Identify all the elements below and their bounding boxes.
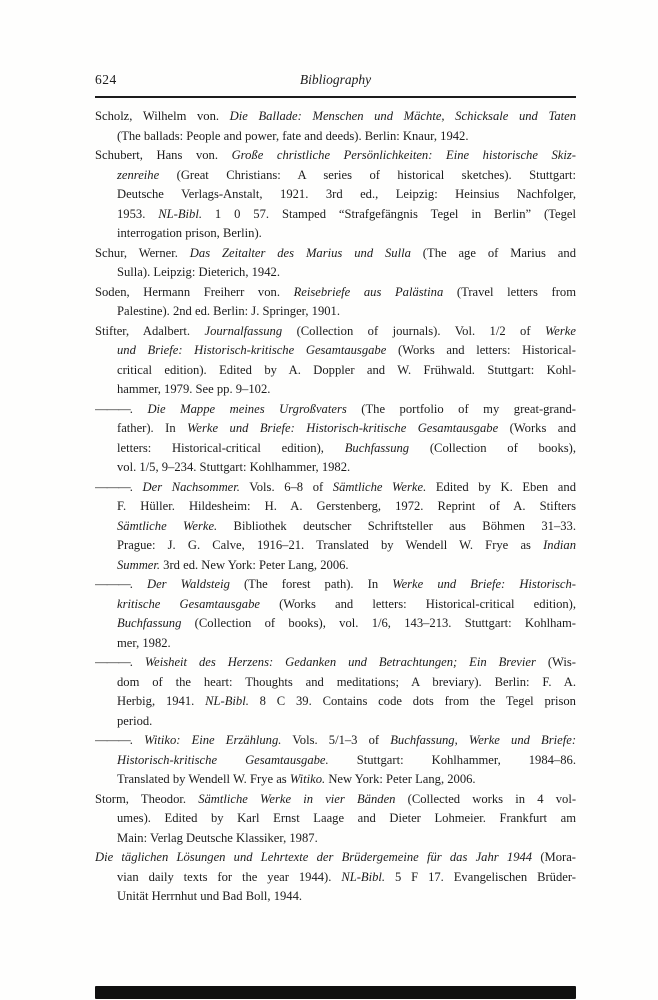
bib-text-segment: umes). Edited by Karl Ernst Laage and Dieter Lohmeier. Frankfurt am — [117, 811, 576, 825]
bib-text-segment: (Wis- — [535, 655, 576, 669]
bib-line — [95, 848, 576, 868]
bib-text-segment: mer, 1982. — [117, 635, 171, 650]
bib-line — [95, 536, 576, 556]
bib-text-segment: 3rd ed. New York: Peter Lang, 2006. — [160, 557, 349, 572]
bib-entry — [95, 107, 576, 146]
page-bottom-scan-artifact — [95, 986, 576, 999]
bib-line — [95, 790, 576, 810]
bib-line — [95, 731, 576, 751]
bib-text-segment: und Briefe: Historisch-kritische Gesamtausgabe — [117, 343, 387, 357]
bib-line — [95, 439, 576, 459]
bib-text-segment: letters: Historical-critical edition), — [117, 440, 345, 455]
bib-entry — [95, 575, 576, 653]
bib-line — [95, 575, 576, 595]
bib-line — [95, 400, 576, 420]
bib-text-segment: Edited by K. Eben and — [426, 479, 576, 494]
bib-line — [95, 673, 576, 693]
bib-text-segment: (Collected works in 4 vol- — [395, 791, 576, 806]
bib-line — [95, 185, 576, 205]
bib-text-segment: 1 0 57. Stamped “Strafgefängnis Tegel in Berlin” (Tegel — [201, 206, 576, 221]
bib-text-segment: Translated by Wendell W. Frye as — [117, 772, 290, 786]
bib-text-segment: vian daily texts for the year 1944). — [117, 869, 342, 884]
bib-line — [95, 361, 576, 381]
bib-text-segment: kritische Gesamtausgabe — [117, 596, 260, 611]
bib-text-segment: Herbig, 1941. — [117, 694, 206, 708]
bib-text-segment: Deutsche Verlags-Anstalt, 1921. 3rd ed., Leipzig: Heinsius Nachfolger, — [117, 187, 576, 201]
bib-line — [95, 107, 576, 127]
bib-text-segment: (Mora- — [532, 850, 576, 864]
bib-text-segment: Sämtliche Werke. — [332, 479, 427, 494]
bib-line — [95, 166, 576, 186]
bib-text-segment: Der Nachsommer. — [142, 479, 240, 494]
same-author-dash: ——— — [95, 655, 130, 669]
bib-line — [95, 146, 576, 166]
bib-text-segment: Schur, Werner. — [95, 245, 190, 260]
bib-line — [95, 868, 576, 888]
bib-text-segment: Historisch-kritische Gesamtausgabe. — [117, 752, 329, 767]
bib-text-segment: Das Zeitalter des Marius und Sulla — [189, 245, 411, 260]
bib-line — [95, 770, 576, 790]
bib-text-segment: NL-Bibl. — [341, 869, 386, 884]
bib-text-segment: (Travel letters from — [443, 284, 576, 299]
bib-line — [95, 302, 576, 322]
bib-line — [95, 751, 576, 771]
bib-text-segment: father). In — [117, 421, 188, 435]
bib-text-segment: Stifter, Adalbert. — [95, 323, 205, 338]
bib-entry — [95, 244, 576, 283]
bib-text-segment: Bibliothek deutscher Schriftsteller aus Böhmen 31–33. — [217, 518, 576, 533]
bib-text-segment: Summer. — [117, 557, 161, 572]
bib-text-segment: Buchfassung — [344, 440, 410, 455]
bib-text-segment: New York: Peter Lang, 2006. — [325, 772, 476, 786]
bib-text-segment: Die Mappe meines Urgroßvaters — [147, 401, 347, 416]
bib-line — [95, 887, 576, 907]
same-author-dash: ——— — [95, 577, 130, 591]
bib-line — [95, 127, 576, 147]
bib-entry — [95, 146, 576, 244]
bib-text-segment: Weisheit des Herzens: Gedanken und Betrachtungen; Ein Brevier — [144, 655, 536, 669]
bib-text-segment: Werke — [544, 323, 576, 338]
bib-text-segment: Journalfassung — [204, 323, 283, 338]
bib-line — [95, 419, 576, 439]
bib-text-segment: (Works and letters: Historical-critical edition), — [259, 596, 576, 611]
bib-entry — [95, 653, 576, 731]
bib-line — [95, 205, 576, 225]
bib-text-segment: Die Ballade: Menschen und Mächte, Schicksale und Taten — [229, 109, 576, 123]
bib-text-segment: Die täglichen Lösungen und Lehrtexte der Brüdergemeine für das Jahr 1944 — [95, 850, 533, 864]
bib-text-segment: dom of the heart: Thoughts and meditations; A breviary). Berlin: F. A. — [117, 674, 576, 689]
bib-line — [95, 263, 576, 283]
bib-text-segment: Sämtliche Werke in vier Bänden — [198, 791, 396, 806]
bib-text-segment: 5 F 17. Evangelischen Brüder- — [385, 869, 576, 884]
bib-text-segment: hammer, 1979. See pp. 9–102. — [117, 382, 271, 396]
bib-text-segment: (The forest path). In — [229, 577, 393, 591]
same-author-dash: ——— — [95, 479, 130, 494]
bib-line — [95, 244, 576, 264]
bib-text-segment: Indian — [543, 538, 576, 552]
bib-text-segment: . — [129, 479, 143, 494]
bib-text-segment: Werke und Briefe: Historisch- — [392, 577, 576, 591]
bib-line — [95, 653, 576, 673]
bib-line — [95, 380, 576, 400]
bib-text-segment: Vols. 6–8 of — [239, 479, 333, 494]
bib-text-segment: Palestine). 2nd ed. Berlin: J. Springer, 1901. — [117, 304, 341, 318]
bib-line — [95, 517, 576, 537]
running-head-title: Bibliography — [299, 72, 372, 87]
bib-text-segment: Prague: J. G. Calve, 1916–21. Translated by Wendell W. Frye as — [117, 538, 544, 552]
bib-line — [95, 322, 576, 342]
bib-text-segment: Sulla). Leipzig: Dieterich, 1942. — [117, 265, 280, 279]
bib-text-segment: Große christliche Persönlichkeiten: Eine historische Skiz- — [231, 148, 576, 162]
bib-entry — [95, 848, 576, 907]
bib-line — [95, 556, 576, 576]
bib-text-segment: 8 C 39. Contains code dots from the Tegel prison — [248, 694, 576, 708]
bib-text-segment: NL-Bibl. — [158, 206, 202, 221]
bib-text-segment: zenreihe — [117, 167, 160, 182]
bib-text-segment: Werke und Briefe: Historisch-kritische Gesamtausgabe — [187, 421, 499, 435]
bib-line — [95, 595, 576, 615]
bib-line — [95, 809, 576, 829]
bib-text-segment: Main: Verlag Deutsche Klassiker, 1987. — [117, 830, 318, 845]
bib-entry — [95, 731, 576, 790]
bib-text-segment: (The age of Marius and — [410, 245, 576, 260]
bib-text-segment: . — [129, 655, 145, 669]
bib-text-segment: NL-Bibl. — [205, 694, 249, 708]
bib-text-segment: Buchfassung, Werke und Briefe: — [390, 733, 576, 747]
text-column — [95, 70, 576, 907]
page-number: 624 — [95, 72, 117, 87]
bib-text-segment: Witiko: Eine Erzählung. — [144, 733, 282, 747]
bib-line — [95, 692, 576, 712]
bib-text-segment: Witiko. — [289, 772, 326, 786]
bib-text-segment: interrogation prison, Berlin). — [117, 226, 262, 240]
bib-text-segment: (Works and — [498, 421, 576, 435]
bib-text-segment: Buchfassung — [117, 616, 182, 630]
bib-entry — [95, 478, 576, 576]
bib-entry — [95, 790, 576, 849]
bib-text-segment: (Collection of books), vol. 1/6, 143–213. Stuttgart: Kohlham- — [181, 616, 576, 630]
bib-text-segment: vol. 1/5, 9–234. Stuttgart: Kohlhammer, 1982. — [117, 460, 351, 474]
bib-text-segment: Reisebriefe aus Palästina — [293, 284, 444, 299]
same-author-dash: ——— — [95, 733, 130, 747]
bib-text-segment: . — [129, 401, 148, 416]
bib-text-segment: (Great Christians: A series of historical sketches). Stuttgart: — [159, 167, 576, 182]
bib-text-segment: Soden, Hermann Freiherr von. — [95, 284, 294, 299]
bib-text-segment: . — [129, 577, 147, 591]
bib-text-segment: Der Waldsteig — [147, 577, 230, 591]
running-head — [95, 70, 576, 90]
bib-line — [95, 497, 576, 517]
bib-line — [95, 829, 576, 849]
bib-text-segment: (Works and letters: Historical- — [386, 343, 576, 357]
bib-text-segment: F. Hüller. Hildesheim: H. A. Gerstenberg, 1972. Reprint of A. Stifters — [117, 499, 576, 513]
bib-text-segment: period. — [117, 713, 153, 728]
same-author-dash: ——— — [95, 401, 130, 416]
bib-line — [95, 634, 576, 654]
header-rule — [95, 96, 576, 98]
bib-text-segment: Schubert, Hans von. — [95, 148, 232, 162]
bib-text-segment: (Collection of journals). Vol. 1/2 of — [282, 323, 545, 338]
bib-line — [95, 478, 576, 498]
bib-text-segment: Vols. 5/1–3 of — [281, 733, 391, 747]
bib-line — [95, 341, 576, 361]
bib-text-segment: (The portfolio of my great-grand- — [346, 401, 576, 416]
bib-text-segment: (The ballads: People and power, fate and deeds). Berlin: Knaur, 1942. — [117, 128, 469, 143]
bib-text-segment: Storm, Theodor. — [95, 791, 199, 806]
bib-line — [95, 712, 576, 732]
bib-entry — [95, 283, 576, 322]
bib-text-segment: critical edition). Edited by A. Doppler and W. Frühwald. Stuttgart: Kohl- — [117, 362, 576, 377]
bib-text-segment: 1953. — [117, 206, 159, 221]
bib-entry — [95, 322, 576, 400]
bib-text-segment: . — [129, 733, 145, 747]
bib-text-segment: (Collection of books), — [409, 440, 576, 455]
bib-line — [95, 458, 576, 478]
bib-entry — [95, 400, 576, 478]
bib-line — [95, 224, 576, 244]
bib-line — [95, 283, 576, 303]
bib-line — [95, 614, 576, 634]
bib-text-segment: Unität Herrnhut und Bad Boll, 1944. — [117, 889, 303, 903]
bib-text-segment: Sämtliche Werke. — [117, 518, 218, 533]
bibliography-entries — [95, 107, 576, 907]
bib-text-segment: Scholz, Wilhelm von. — [95, 109, 230, 123]
bib-text-segment: Stuttgart: Kohlhammer, 1984–86. — [328, 752, 576, 767]
